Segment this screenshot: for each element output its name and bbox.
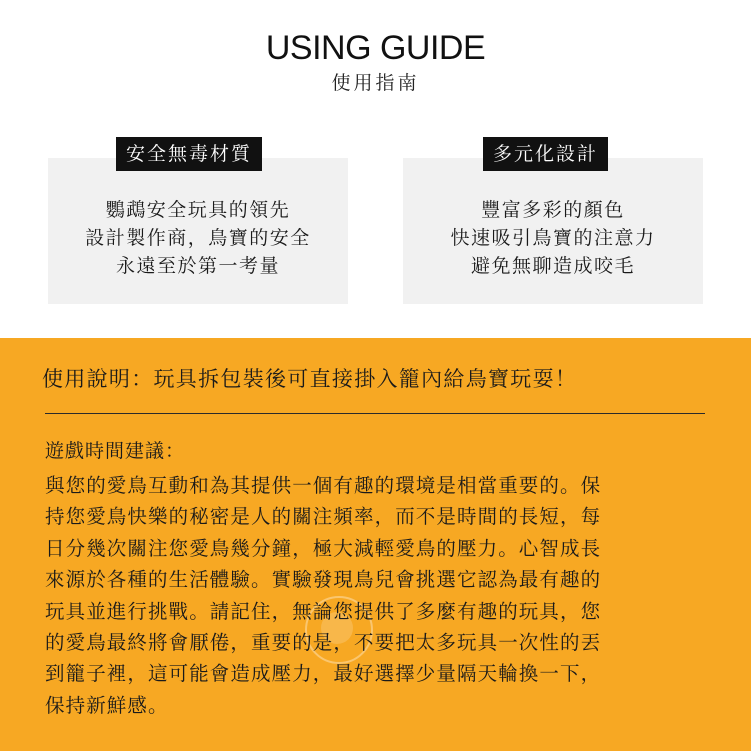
tips-line: 的愛鳥最終將會厭倦，重要的是，不要把太多玩具一次性的丟	[45, 631, 602, 655]
instructions-panel	[0, 338, 751, 751]
feature-description-design	[403, 196, 703, 280]
tips-line: 日分幾次關注您愛鳥幾分鐘，極大減輕愛鳥的壓力。心智成長	[45, 536, 602, 560]
feature-line: 避免無聊造成咬毛	[470, 255, 635, 277]
feature-card-design	[403, 143, 703, 304]
feature-line: 豐富多彩的顏色	[481, 199, 625, 221]
feature-line: 快速吸引鳥寶的注意力	[450, 227, 656, 249]
feature-label-design: 多元化設計	[483, 137, 608, 171]
usage-instructions: 使用說明：玩具拆包裝後可直接掛入籠內給鳥寶玩耍！	[42, 367, 578, 391]
page-title: USING GUIDE	[265, 29, 486, 67]
guide-header	[0, 28, 751, 96]
feature-description-safety	[48, 196, 348, 280]
divider	[45, 413, 705, 414]
tips-line: 與您的愛鳥互動和為其提供一個有趣的環境是相當重要的。保	[45, 474, 602, 497]
playtime-tips-title: 遊戲時間建議：	[45, 440, 186, 462]
playtime-tips-text	[45, 470, 710, 721]
feature-line: 設計製作商，鳥寶的安全	[85, 227, 311, 249]
feature-card-safety	[48, 143, 348, 304]
tips-line: 持您愛鳥快樂的秘密是人的關注頻率，而不是時間的長短，每	[45, 505, 602, 529]
feature-line: 鸚鵡安全玩具的領先	[105, 199, 291, 221]
tips-line: 玩具並進行挑戰。請記住，無論您提供了多麼有趣的玩具，您	[45, 599, 602, 623]
feature-line: 永遠至於第一考量	[115, 255, 280, 277]
page-subtitle: 使用指南	[331, 72, 420, 94]
feature-label-safety: 安全無毒材質	[116, 137, 262, 171]
tips-line: 到籠子裡，這可能會造成壓力，最好選擇少量隔天輪換一下，	[45, 662, 602, 686]
tips-line: 保持新鮮感。	[45, 693, 169, 717]
tips-line: 來源於各種的生活體驗。實驗發現鳥兒會挑選它認為最有趣的	[45, 568, 602, 592]
